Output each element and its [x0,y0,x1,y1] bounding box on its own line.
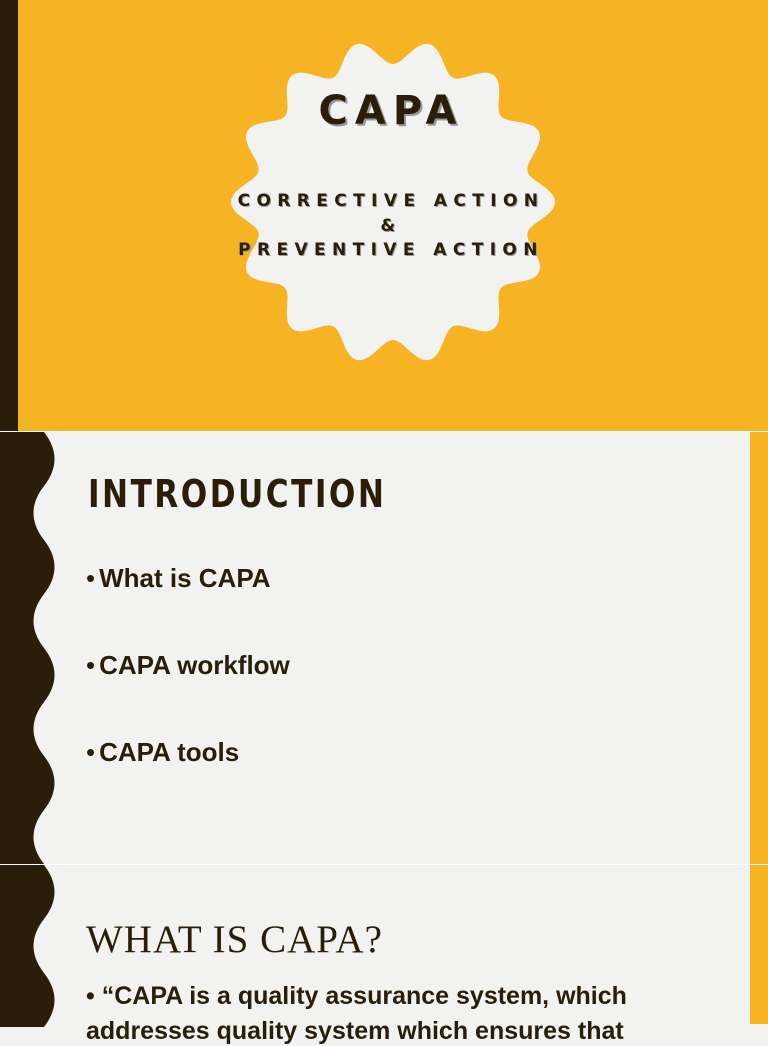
slide-heading: INTRODUCTION [88,472,387,516]
wavy-left-border [0,432,60,864]
bullet-item [86,650,290,681]
bullet-icon: • [86,650,96,680]
what-is-capa-slide [0,865,768,1045]
slide-heading: WHAT IS CAPA? [86,918,383,961]
bullet-text: CAPA workflow [99,650,290,680]
subtitle-ampersand: & [380,216,402,236]
quote-text-continued: addresses quality system which ensures that [86,1017,624,1045]
slide-title: CAPA [318,88,464,134]
bullet-item [86,737,239,768]
wavy-left-border [0,865,60,1024]
right-accent-bar [750,432,768,864]
title-slide [0,0,768,431]
bullet-icon: • [86,982,95,1010]
bullet-text: CAPA tools [99,737,240,767]
introduction-slide [0,432,768,864]
bullet-text: What is CAPA [99,563,271,593]
bullet-icon: • [86,563,96,593]
subtitle-preventive: PREVENTIVE ACTION [238,240,544,260]
quote-text [86,982,627,1011]
quote-line: “CAPA is a quality assurance system, which [101,982,627,1010]
bullet-icon: • [86,737,96,767]
subtitle-corrective: CORRECTIVE ACTION [237,191,545,211]
right-accent-bar [750,865,768,1024]
bullet-item [86,563,271,594]
